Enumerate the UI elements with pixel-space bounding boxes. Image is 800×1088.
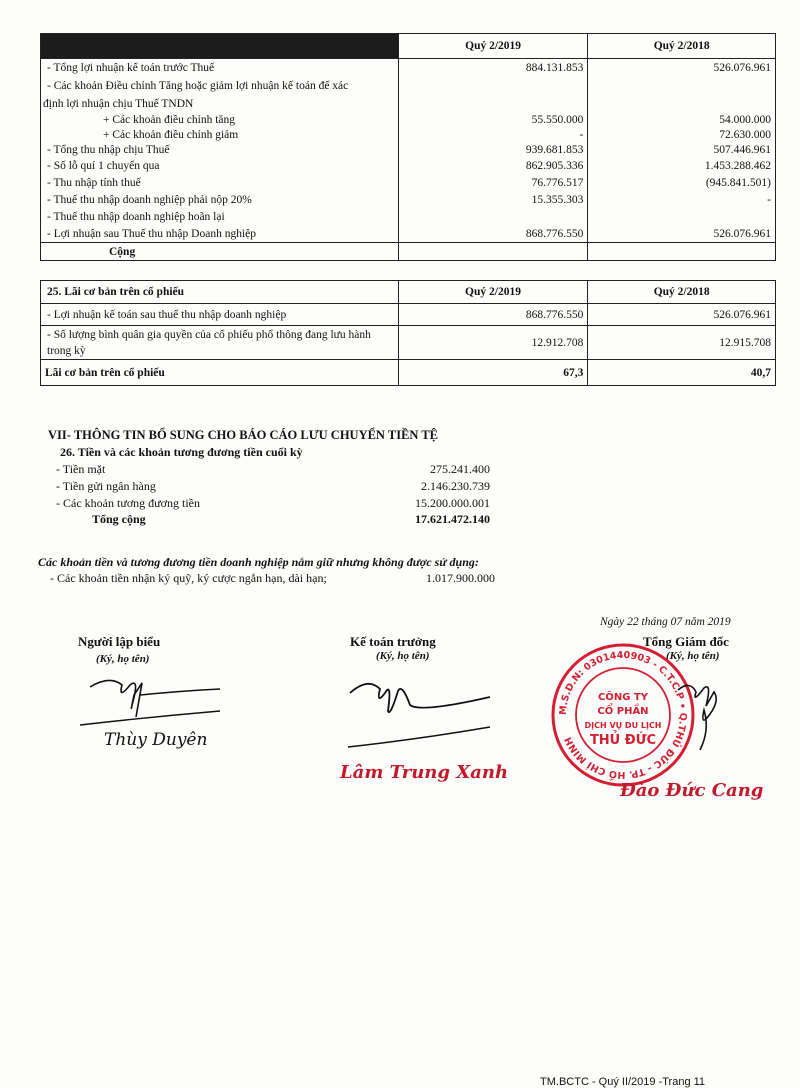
tax-total-label: Cộng: [41, 243, 399, 261]
accountant-signature: [330, 665, 500, 755]
cash-total-label: Tổng cộng: [92, 512, 146, 526]
director-title: Tổng Giám đốc: [643, 634, 729, 649]
tax-row-v1: 939.681.853: [398, 143, 588, 158]
cash-item-label: - Các khoản tương đương tiền: [56, 496, 201, 510]
director-sub: (Ký, họ tên): [666, 650, 720, 662]
eps-row-label: - Lợi nhuận kế toán sau thuế thu nhập doanh nghiệp: [41, 304, 399, 326]
restricted-cash-note: Các khoản tiền và tương đương tiền doanh nghiệp nắm giữ nhưng không được sử dụng:: [38, 555, 479, 569]
section7-sub: 26. Tiền và các khoản tương đương tiền cuối kỳ: [60, 445, 303, 459]
stamp-line1: CÔNG TY: [598, 692, 648, 703]
tax-row-v1: 55.550.000: [398, 113, 588, 128]
tax-row-v2: 54.000.000: [588, 113, 776, 128]
restricted-cash-label: - Các khoản tiền nhận ký quỹ, ký cược ngắn hạn, dài hạn;: [50, 571, 327, 585]
preparer-signature: [70, 665, 230, 775]
tax-row-label: + Các khoản điều chỉnh tăng: [41, 113, 399, 128]
eps-row-v2: 12.915.708: [588, 326, 776, 360]
tax-row-v2: 526.076.961: [588, 59, 776, 77]
eps-row-v2: 526.076.961: [588, 304, 776, 326]
tax-row-label: - Tổng thu nhập chịu Thuế: [41, 143, 399, 158]
tax-table-col1: Quý 2/2019: [398, 34, 588, 59]
tax-row-label: - Tổng lợi nhuận kế toán trước Thuế: [41, 59, 399, 77]
stamp-line4: THỦ ĐỨC: [589, 733, 657, 748]
accountant-name: Lâm Trung Xanh: [340, 762, 509, 783]
eps-total-v2: 40,7: [588, 360, 776, 386]
section7-heading: VII- THÔNG TIN BỔ SUNG CHO BÁO CÁO LƯU CHUYỂN TIỀN TỆ: [48, 428, 439, 442]
eps-table-title: 25. Lãi cơ bản trên cổ phiếu: [41, 281, 399, 304]
cash-item-value: 15.200.000.001: [415, 496, 490, 510]
tax-row-v2: 1.453.288.462: [588, 158, 776, 175]
tax-row-label: - Thu nhập tính thuế: [41, 175, 399, 192]
tax-table-col2: Quý 2/2018: [588, 34, 776, 59]
tax-row-label: - Số lỗ quí 1 chuyển qua: [41, 158, 399, 175]
eps-row-label-b: trong kỳ: [47, 344, 86, 357]
tax-row-v1: -: [398, 128, 588, 143]
eps-total-v1: 67,3: [398, 360, 588, 386]
tax-row-v2: 72.630.000: [588, 128, 776, 143]
cash-item-label: - Tiền gửi ngân hàng: [56, 479, 156, 493]
eps-row-label: [41, 326, 399, 360]
sign-date: Ngày 22 tháng 07 năm 2019: [600, 616, 731, 628]
tax-row-label: - Các khoản Điều chỉnh Tăng hoặc giảm lợi nhuận kế toán để xác: [41, 77, 399, 95]
stamp-line3: DỊCH VỤ DU LỊCH: [584, 721, 662, 730]
preparer-name: Thùy Duyên: [104, 730, 208, 750]
tax-row-v1: 862.905.336: [398, 158, 588, 175]
cash-total-value: 17.621.472.140: [415, 512, 490, 526]
tax-row-label: - Thuế thu nhập doanh nghiệp hoãn lại: [41, 209, 399, 226]
page-footer: TM.BCTC - Quý II/2019 -Trang 11: [540, 1076, 706, 1088]
eps-row-label-a: - Số lượng bình quân gia quyền của cổ phiếu phổ thông đang lưu hành: [47, 328, 371, 341]
tax-row-v2: -: [588, 192, 776, 209]
eps-table-col2: Quý 2/2018: [588, 281, 776, 304]
tax-row-v1: 868.776.550: [398, 226, 588, 243]
director-name: Đào Đức Cang: [620, 780, 764, 801]
stamp-line2: CỔ PHẦN: [597, 706, 649, 717]
tax-row-v1: 884.131.853: [398, 59, 588, 77]
tax-row-v2: 526.076.961: [588, 226, 776, 243]
cash-item-label: - Tiền mặt: [56, 462, 106, 476]
stamp-ring-text: M.S.D.N: 0301440903 - C.T.C.P • Q.THỦ ĐỨC - TP. HỒ CHÍ MINH: [557, 649, 689, 781]
tax-table: [40, 33, 776, 261]
tax-table-header-blank: [41, 34, 399, 59]
tax-row-label: định lợi nhuận chịu Thuế TNDN: [41, 95, 399, 113]
tax-row-label: - Thuế thu nhập doanh nghiệp phải nộp 20%: [41, 192, 399, 209]
accountant-title: Kế toán trưởng: [350, 634, 436, 649]
cash-item-value: 2.146.230.739: [421, 479, 490, 493]
tax-row-v2: (945.841.501): [588, 175, 776, 192]
tax-row-label: - Lợi nhuận sau Thuế thu nhập Doanh nghiệp: [41, 226, 399, 243]
tax-row-v1: 76.776.517: [398, 175, 588, 192]
eps-table: [40, 280, 776, 386]
director-signature: [670, 670, 740, 760]
restricted-cash-value: 1.017.900.000: [426, 571, 495, 585]
tax-row-v2: 507.446.961: [588, 143, 776, 158]
eps-table-col1: Quý 2/2019: [398, 281, 588, 304]
tax-row-v1: 15.355.303: [398, 192, 588, 209]
eps-row-v1: 868.776.550: [398, 304, 588, 326]
accountant-sub: (Ký, họ tên): [376, 650, 430, 662]
eps-total-label: Lãi cơ bản trên cổ phiếu: [41, 360, 399, 386]
eps-row-v1: 12.912.708: [398, 326, 588, 360]
preparer-title: Người lập biểu: [78, 634, 161, 649]
preparer-sub: (Ký, họ tên): [96, 653, 150, 665]
cash-item-value: 275.241.400: [430, 462, 490, 476]
tax-row-label: + Các khoản điều chỉnh giảm: [41, 128, 399, 143]
